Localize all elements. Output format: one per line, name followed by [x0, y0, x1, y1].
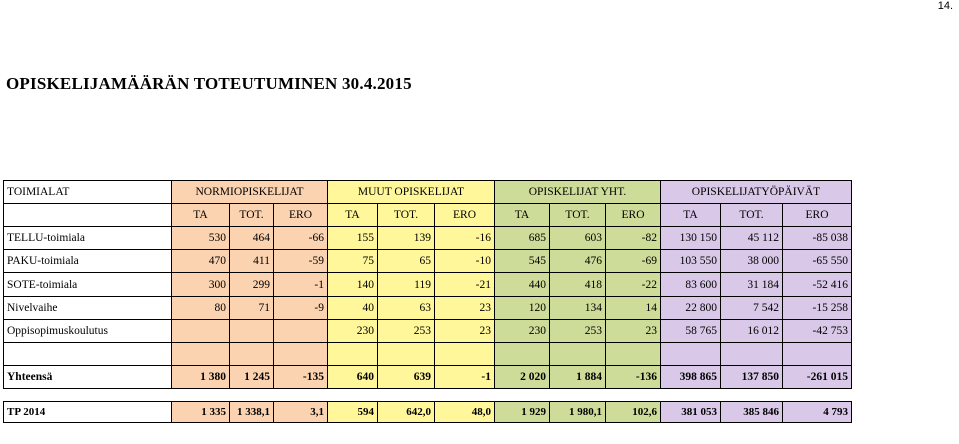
value-cell: -10 — [435, 250, 495, 273]
sub-header: TA — [661, 204, 721, 227]
value-cell: 14 — [606, 297, 661, 320]
table-row — [4, 297, 852, 320]
value-cell: 130 150 — [661, 227, 721, 250]
value-cell: 140 — [328, 273, 378, 297]
value-cell: 464 — [230, 227, 274, 250]
value-cell: -9 — [274, 297, 328, 320]
value-cell: 16 012 — [721, 320, 783, 343]
value-cell: -65 550 — [783, 250, 852, 273]
value-cell: 385 846 — [721, 402, 783, 423]
value-cell: 75 — [328, 250, 378, 273]
value-cell — [172, 320, 230, 343]
value-cell: -135 — [274, 366, 328, 389]
sub-header: ERO — [274, 204, 328, 227]
row-label: TELLU-toimiala — [4, 227, 172, 250]
table-row — [4, 273, 852, 297]
table-row — [4, 227, 852, 250]
value-cell: 1 884 — [550, 366, 606, 389]
value-cell: 83 600 — [661, 273, 721, 297]
value-cell: -261 015 — [783, 366, 852, 389]
value-cell: -52 416 — [783, 273, 852, 297]
value-cell: -21 — [435, 273, 495, 297]
enrollment-table — [3, 180, 852, 423]
value-cell: 4 793 — [783, 402, 852, 423]
row-label: SOTE-toimiala — [4, 273, 172, 297]
value-cell: 7 542 — [721, 297, 783, 320]
value-cell: 470 — [172, 250, 230, 273]
page-number: 14. — [937, 0, 953, 12]
value-cell: 1 335 — [172, 402, 230, 423]
sub-header: TA — [495, 204, 550, 227]
value-cell: 48,0 — [435, 402, 495, 423]
group-header: OPISKELIJAT YHT. — [495, 181, 661, 204]
value-cell — [274, 320, 328, 343]
value-cell: 411 — [230, 250, 274, 273]
value-cell — [230, 320, 274, 343]
group-header-row — [4, 181, 852, 204]
value-cell: 639 — [378, 366, 435, 389]
table-row — [4, 250, 852, 273]
value-cell: -42 753 — [783, 320, 852, 343]
value-cell: -136 — [606, 366, 661, 389]
value-cell: 685 — [495, 227, 550, 250]
value-cell: -1 — [274, 273, 328, 297]
value-cell: 63 — [378, 297, 435, 320]
value-cell: 139 — [378, 227, 435, 250]
row-label: Yhteensä — [4, 366, 172, 389]
value-cell: 299 — [230, 273, 274, 297]
empty-cell — [4, 204, 172, 227]
value-cell: 80 — [172, 297, 230, 320]
value-cell: 58 765 — [661, 320, 721, 343]
value-cell: 1 380 — [172, 366, 230, 389]
value-cell: 23 — [435, 297, 495, 320]
page-title: OPISKELIJAMÄÄRÄN TOTEUTUMINEN 30.4.2015 — [6, 74, 412, 93]
value-cell: 440 — [495, 273, 550, 297]
value-cell: 1 929 — [495, 402, 550, 423]
value-cell: 71 — [230, 297, 274, 320]
value-cell: 1 338,1 — [230, 402, 274, 423]
value-cell: 134 — [550, 297, 606, 320]
value-cell: -82 — [606, 227, 661, 250]
sub-header: TA — [328, 204, 378, 227]
value-cell: 300 — [172, 273, 230, 297]
value-cell: 38 000 — [721, 250, 783, 273]
value-cell: 253 — [550, 320, 606, 343]
row-label: PAKU-toimiala — [4, 250, 172, 273]
value-cell: 594 — [328, 402, 378, 423]
value-cell: 40 — [328, 297, 378, 320]
sub-header: ERO — [783, 204, 852, 227]
sub-header: TA — [172, 204, 230, 227]
value-cell: 23 — [606, 320, 661, 343]
group-header: OPISKELIJATYÖPÄIVÄT — [661, 181, 852, 204]
value-cell: 137 850 — [721, 366, 783, 389]
table-row — [4, 320, 852, 343]
value-cell: -59 — [274, 250, 328, 273]
value-cell: 603 — [550, 227, 606, 250]
total-row — [4, 366, 852, 389]
value-cell: 22 800 — [661, 297, 721, 320]
value-cell: 398 865 — [661, 366, 721, 389]
value-cell: -22 — [606, 273, 661, 297]
sub-header: TOT. — [378, 204, 435, 227]
value-cell: 103 550 — [661, 250, 721, 273]
sub-header-row — [4, 204, 852, 227]
value-cell: 120 — [495, 297, 550, 320]
value-cell: 381 053 — [661, 402, 721, 423]
value-cell: -16 — [435, 227, 495, 250]
sub-header: TOT. — [230, 204, 274, 227]
sub-header: ERO — [435, 204, 495, 227]
sub-header: ERO — [606, 204, 661, 227]
value-cell: -85 038 — [783, 227, 852, 250]
value-cell: 155 — [328, 227, 378, 250]
value-cell: 230 — [328, 320, 378, 343]
value-cell: 3,1 — [274, 402, 328, 423]
value-cell: 31 184 — [721, 273, 783, 297]
tp-row — [4, 402, 852, 423]
value-cell: -69 — [606, 250, 661, 273]
value-cell: 642,0 — [378, 402, 435, 423]
value-cell: -1 — [435, 366, 495, 389]
row-label: TP 2014 — [4, 402, 172, 423]
row-label: Oppisopimuskoulutus — [4, 320, 172, 343]
value-cell: 1 980,1 — [550, 402, 606, 423]
value-cell: 476 — [550, 250, 606, 273]
group-header: MUUT OPISKELIJAT — [328, 181, 495, 204]
value-cell: 119 — [378, 273, 435, 297]
value-cell: 65 — [378, 250, 435, 273]
value-cell: 418 — [550, 273, 606, 297]
value-cell: 230 — [495, 320, 550, 343]
value-cell: 253 — [378, 320, 435, 343]
spacer-row — [4, 389, 852, 402]
value-cell: 45 112 — [721, 227, 783, 250]
row-label: Nivelvaihe — [4, 297, 172, 320]
group-header: NORMIOPISKELIJAT — [172, 181, 328, 204]
value-cell: 2 020 — [495, 366, 550, 389]
value-cell: 102,6 — [606, 402, 661, 423]
spacer-row — [4, 343, 852, 366]
value-cell: 545 — [495, 250, 550, 273]
value-cell: -66 — [274, 227, 328, 250]
value-cell: -15 258 — [783, 297, 852, 320]
sub-header: TOT. — [550, 204, 606, 227]
value-cell: 1 245 — [230, 366, 274, 389]
value-cell: 530 — [172, 227, 230, 250]
value-cell: 23 — [435, 320, 495, 343]
sub-header: TOT. — [721, 204, 783, 227]
header-label: TOIMIALAT — [4, 181, 172, 204]
value-cell: 640 — [328, 366, 378, 389]
